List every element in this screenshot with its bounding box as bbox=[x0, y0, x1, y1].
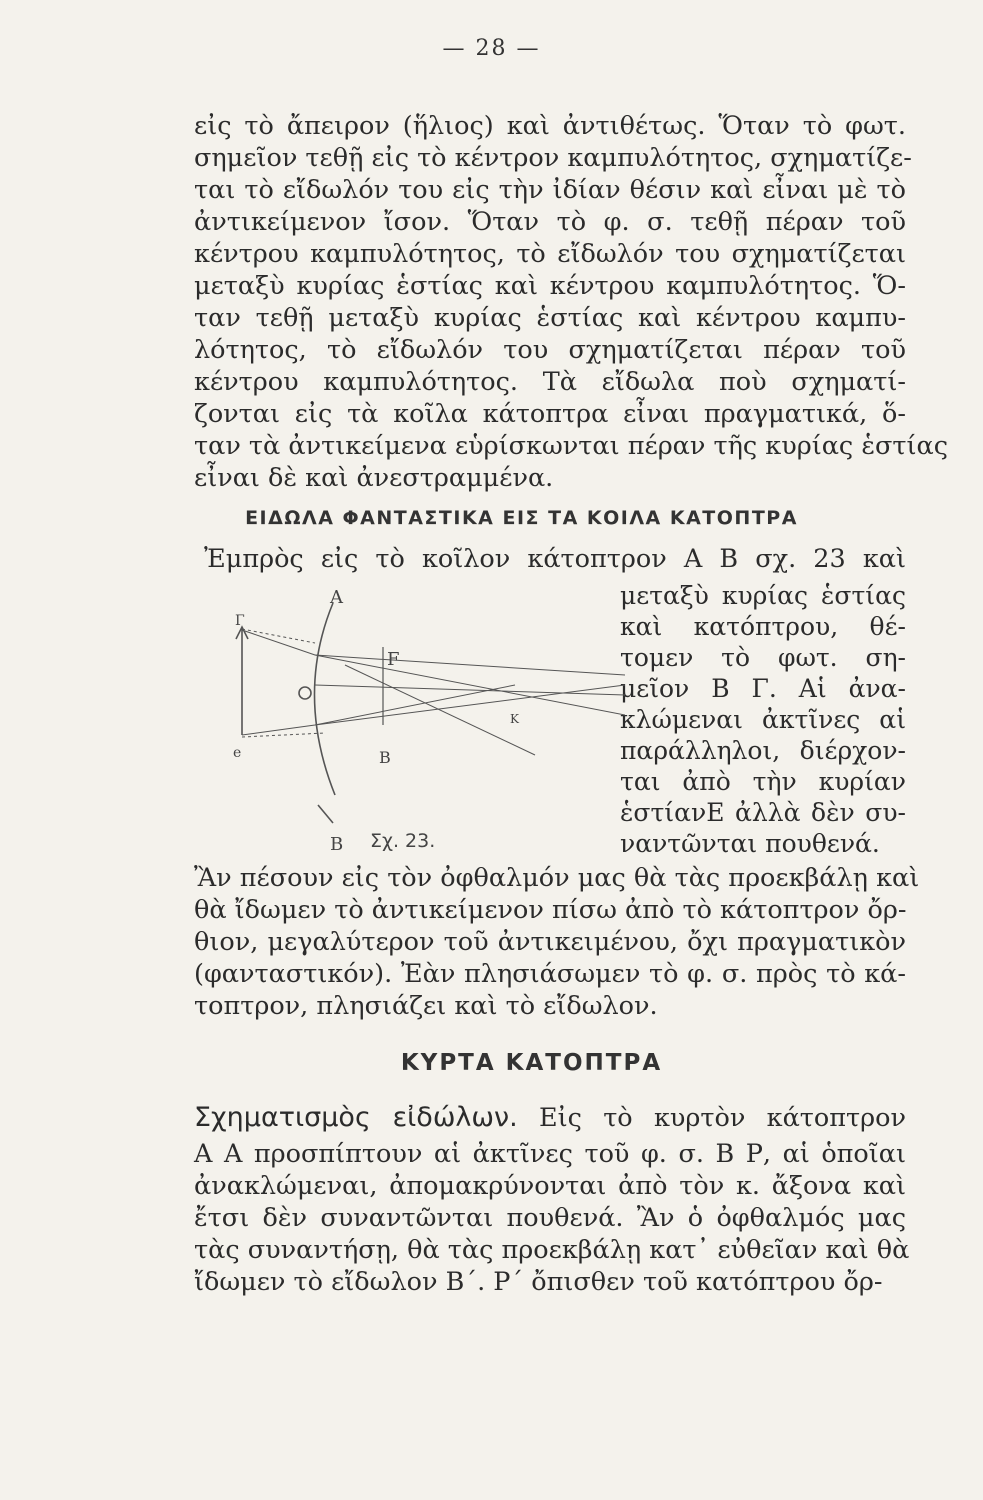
side-text-line: παράλληλοι, διέρχον- bbox=[620, 736, 906, 765]
text-line: κέντρου καμπυλότητος. Τὰ εἴδωλα ποὺ σχηματί- bbox=[194, 367, 906, 397]
text-line: λότητος, τὸ εἴδωλόν του σχηματίζεται πέραν τοῦ bbox=[194, 335, 906, 365]
ray-line bbox=[315, 685, 625, 725]
text-line bbox=[194, 1102, 906, 1134]
mirror-tick bbox=[318, 805, 333, 823]
ray-line bbox=[345, 665, 535, 755]
text-line: ταν τεθῇ μεταξὺ κυρίας ἑστίας καὶ κέντρου καμπυ- bbox=[194, 303, 906, 333]
text-line: εἰς τὸ ἄπειρον (ἥλιος) καὶ ἀντιθέτως. Ὅταν τὸ φωτ. bbox=[194, 111, 906, 141]
text-line: τὰς συναντήσῃ, θὰ τὰς προεκβάλῃ κατ᾽ εὐθεῖαν καὶ θὰ bbox=[194, 1235, 910, 1265]
virtual-ray bbox=[242, 629, 315, 643]
side-text-line: κλώμεναι ἀκτῖνες αἱ bbox=[620, 705, 906, 734]
text-line: τοπτρον, πλησιάζει καὶ τὸ εἴδωλον. bbox=[194, 991, 658, 1021]
text-line: θιον, μεγαλύτερον τοῦ ἀντικειμένου, ὄχι πραγματικὸν bbox=[194, 927, 906, 957]
section-heading: ΚΥΡΤΑ ΚΑΤΟΠΤΡΑ bbox=[400, 1050, 663, 1076]
mirror-arc bbox=[314, 603, 335, 795]
side-text-line: ται ἀπὸ τὴν κυρίαν bbox=[620, 767, 906, 796]
page-number: — 28 — bbox=[442, 36, 541, 61]
label-gamma: Γ bbox=[235, 613, 245, 629]
text-line: ται τὸ εἴδωλόν του εἰς τὴν ἰδίαν θέσιν καὶ εἶναι μὲ τὸ bbox=[194, 175, 906, 205]
text-line: κέντρου καμπυλότητος, τὸ εἴδωλόν του σχηματίζεται bbox=[194, 239, 906, 269]
text-line: ἀντικείμενον ἴσον. Ὅταν τὸ φ. σ. τεθῇ πέραν τοῦ bbox=[194, 207, 906, 237]
side-text-line: μεταξὺ κυρίας ἑστίας bbox=[620, 581, 906, 610]
text-line: ἴδωμεν τὸ εἴδωλον Β΄. Ρ΄ ὄπισθεν τοῦ κατόπτρου ὄρ- bbox=[194, 1267, 883, 1297]
label-beta: Β bbox=[379, 748, 391, 767]
side-text-line: καὶ κατόπτρου, θέ- bbox=[620, 612, 906, 641]
figure-caption: Σχ. 23. bbox=[370, 830, 436, 852]
text-line: Ἐμπρὸς εἰς τὸ κοῖλον κάτοπτρον Α Β σχ. 23 καὶ bbox=[204, 544, 906, 574]
label-b: B bbox=[330, 834, 344, 855]
side-text-line: ἑστίανΕ ἀλλὰ δὲν συ- bbox=[620, 798, 906, 827]
concave-mirror-diagram bbox=[215, 585, 625, 855]
text-line: μεταξὺ κυρίας ἑστίας καὶ κέντρου καμπυλότητος. Ὅ- bbox=[194, 271, 906, 301]
ray-line bbox=[242, 685, 515, 735]
label-f: F bbox=[387, 649, 400, 670]
label-k: Κ bbox=[510, 712, 519, 726]
text-line: σημεῖον τεθῇ εἰς τὸ κέντρον καμπυλότητος, σχηματίζε- bbox=[194, 143, 912, 173]
section-heading: ΕΙΔΩΛΑ ΦΑΝΤΑΣΤΙΚΑ ΕΙΣ ΤΑ ΚΟΙΛΑ ΚΑΤΟΠΤΡΑ bbox=[245, 507, 798, 529]
text-line: θὰ ἴδωμεν τὸ ἀντικείμενον πίσω ἀπὸ τὸ κάτοπτρον ὄρ- bbox=[194, 895, 907, 925]
text-line: εἶναι δὲ καὶ ἀνεστραμμένα. bbox=[194, 463, 554, 493]
text-line: Α Α προσπίπτουν αἱ ἀκτῖνες τοῦ φ. σ. Β Ρ, αἱ ὁποῖαι bbox=[194, 1139, 906, 1169]
label-e: e bbox=[233, 745, 242, 761]
text-line: ζονται εἰς τὰ κοῖλα κάτοπτρα εἶναι πραγματικά, ὅ- bbox=[194, 399, 906, 429]
ray-line bbox=[242, 630, 625, 715]
text-line: ταν τὰ ἀντικείμενα εὑρίσκωνται πέραν τῆς κυρίας ἑστίας bbox=[194, 431, 949, 461]
label-a: A bbox=[330, 587, 343, 608]
side-text-line: μεῖον Β Γ. Αἱ ἀνα- bbox=[620, 674, 906, 703]
paragraph-lead-rest: Εἰς τὸ κυρτὸν κάτοπτρον bbox=[539, 1103, 906, 1133]
side-text-line: τομεν τὸ φωτ. ση- bbox=[620, 643, 906, 672]
paragraph-lead: Σχηματισμὸς εἰδώλων. bbox=[194, 1102, 518, 1133]
text-line: (φανταστικόν). Ἐὰν πλησιάσωμεν τὸ φ. σ. πρὸς τὸ κά- bbox=[194, 959, 906, 989]
text-line: ἔτσι δὲν συναντῶνται πουθενά. Ἂν ὁ ὀφθαλμός μας bbox=[194, 1203, 906, 1233]
ray-line bbox=[315, 655, 625, 675]
text-line: Ἂν πέσουν εἰς τὸν ὀφθαλμόν μας θὰ τὰς προεκβάλῃ καὶ bbox=[194, 863, 920, 893]
side-text-line: ναντῶνται πουθενά. bbox=[620, 829, 880, 858]
eye-mark bbox=[299, 687, 311, 699]
text-line: ἀνακλώμεναι, ἀπομακρύνονται ἀπὸ τὸν κ. ἄξονα καὶ bbox=[194, 1171, 906, 1201]
